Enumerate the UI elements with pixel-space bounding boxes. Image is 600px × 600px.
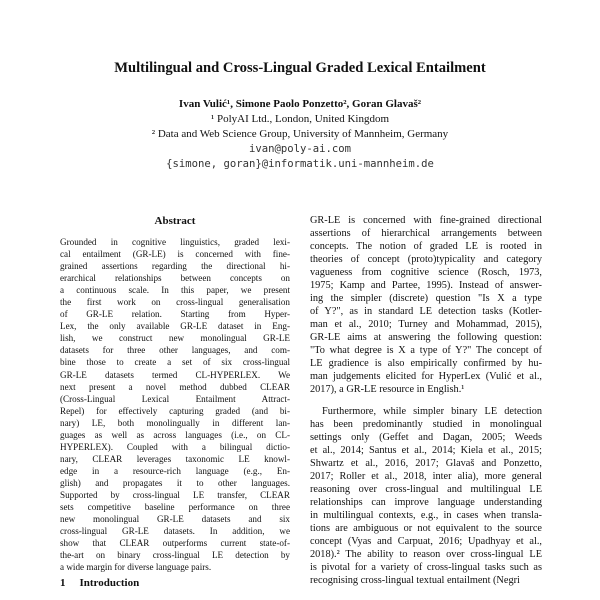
text-line: show that CLEAR outperforms current state-of- <box>60 538 290 549</box>
text-line: HYPERLEX). Coupled with a bilingual dictio- <box>60 441 290 452</box>
affiliation-2: ² Data and Web Science Group, University of Mannheim, Germany <box>151 128 449 140</box>
email-2: {simone, goran}@informatik.uni-mannheim.de <box>166 158 434 170</box>
text-line: of Y?", as in standard LE detection tasks (Kotler- <box>310 306 542 317</box>
text-line: sets competitive baseline performance on three <box>60 502 290 513</box>
text-line: GR-LE is concerned with fine-grained directional <box>310 215 542 226</box>
text-line: GR-LE aims at answering the following question: <box>310 332 542 343</box>
paragraph-gap <box>310 396 542 405</box>
affiliation-1: ¹ PolyAI Ltd., London, United Kingdom <box>210 113 390 125</box>
text-line: in multilingual contexts, e.g., in cases when transla- <box>310 510 542 521</box>
text-line: a wide margin for diverse language pairs. <box>60 562 212 573</box>
text-line: theories of concept (proto)typicality and category <box>310 254 542 265</box>
text-line: next present a novel method dubbed CLEAR <box>60 381 290 392</box>
text-line: LE gradience is also empirically confirmed by hu- <box>310 358 542 369</box>
text-line: Lex, the only available GR-LE dataset in Eng- <box>60 321 290 332</box>
text-line: recognising cross-lingual textual entailment (Negri <box>310 575 520 586</box>
text-line: 2017), a GR-LE resource in English.¹ <box>310 384 465 395</box>
text-line: man et al., 2010; Turney and Mohammad, 2015), <box>310 319 542 330</box>
text-line: grained assertions regarding the directional hi- <box>60 261 290 272</box>
section-title: Introduction <box>79 577 140 589</box>
author-list: Ivan Vulić¹, Simone Paolo Ponzetto², Goran Glavaš² <box>178 98 422 110</box>
text-line: erarchical relationships between concepts on <box>60 273 290 284</box>
text-line: Supported by cross-lingual LE transfer, CLEAR <box>60 489 290 500</box>
text-line: (Cross-Lingual Lexical Entailment Attract- <box>60 393 290 404</box>
text-line: Furthermore, while simpler binary LE detection <box>322 406 542 417</box>
text-line: Grounded in cognitive linguistics, graded lexi- <box>60 237 290 247</box>
text-line: bine those to create a set of six cross-lingual <box>60 357 290 368</box>
text-line: relationships can improve language understanding <box>310 497 542 508</box>
text-line: is pivotal for a variety of cross-lingual tasks such as <box>310 562 542 573</box>
text-line: guages as well as across languages (i.e., on CL- <box>60 429 290 440</box>
text-line: Shwartz et al., 2016, 2017; Glavaš and Ponzetto, <box>310 458 542 469</box>
section-number: 1 <box>60 577 66 589</box>
section-heading <box>60 577 139 589</box>
text-line: glish) and propagates it to other languages. <box>60 477 290 488</box>
text-line: 2018).² The ability to reason over cross-lingual LE <box>310 549 542 560</box>
text-line: et al., 2014; Santus et al., 2014; Kiela et al., 2015; <box>310 445 542 456</box>
text-line: man judgements elicited for HyperLex (Vulić et al., <box>310 371 542 382</box>
text-line: tions are ambiguous or not equivalent to the source <box>310 523 542 534</box>
abstract-text <box>60 236 290 573</box>
text-line: settings only (Geffet and Dagan, 2005; Weeds <box>310 432 542 443</box>
text-line: a continuous scale. In this paper, we present <box>60 285 290 296</box>
text-line: assertions of hierarchical arrangements between <box>310 228 542 239</box>
text-line: datasets for three other languages, and com- <box>60 345 290 356</box>
text-line: nary) LE, both monolingually in different lan- <box>60 417 290 428</box>
text-line: nary, CLEAR leverages taxonomic LE knowl- <box>60 453 290 464</box>
text-line: reasoning over cross-lingual and multilingual LE <box>310 484 542 495</box>
text-line: Repel) for effectively capturing graded (and bi- <box>60 405 290 416</box>
text-line: cal entailment (GR-LE) is concerned with fine- <box>60 249 290 260</box>
text-line: vagueness from cognitive science (Rosch, 1973, <box>310 267 542 278</box>
body-text-right-column <box>310 214 542 587</box>
text-line: of GR-LE relation. Starting from Hyper- <box>60 309 290 320</box>
email-1: ivan@poly-ai.com <box>248 143 352 155</box>
abstract-heading: Abstract <box>154 215 196 227</box>
paper-title: Multilingual and Cross-Lingual Graded Lexical Entailment <box>114 60 486 76</box>
text-line: ing the simpler (discrete) question "Is X a type <box>310 293 542 304</box>
text-line: GR-LE datasets termed CL-HYPERLEX. We <box>60 369 290 380</box>
text-line: new monolingual GR-LE datasets and six <box>60 514 290 525</box>
text-line: the-art on binary cross-lingual LE detection by <box>60 550 290 561</box>
text-line: edge in a resource-rich language (e.g., En- <box>60 465 290 476</box>
text-line: concept (Vyas and Carpuat, 2016; Upadhyay et al., <box>310 536 542 547</box>
text-line: the first work on cross-lingual generalisation <box>60 297 290 308</box>
text-line: cross-lingual GR-LE datasets. In addition, we <box>60 526 290 537</box>
text-line: concepts. The notion of graded LE is rooted in <box>310 241 542 252</box>
text-line: 2017; Roller et al., 2018, inter alia), more general <box>310 471 542 482</box>
text-line: has been predominantly studied in monolingual <box>310 419 542 430</box>
text-line: 1975; Kamp and Partee, 1995). Instead of answer- <box>310 280 542 291</box>
text-line: lish, we construct new monolingual GR-LE <box>60 333 290 344</box>
text-line: "To what degree is X a type of Y?" The concept of <box>310 345 542 356</box>
